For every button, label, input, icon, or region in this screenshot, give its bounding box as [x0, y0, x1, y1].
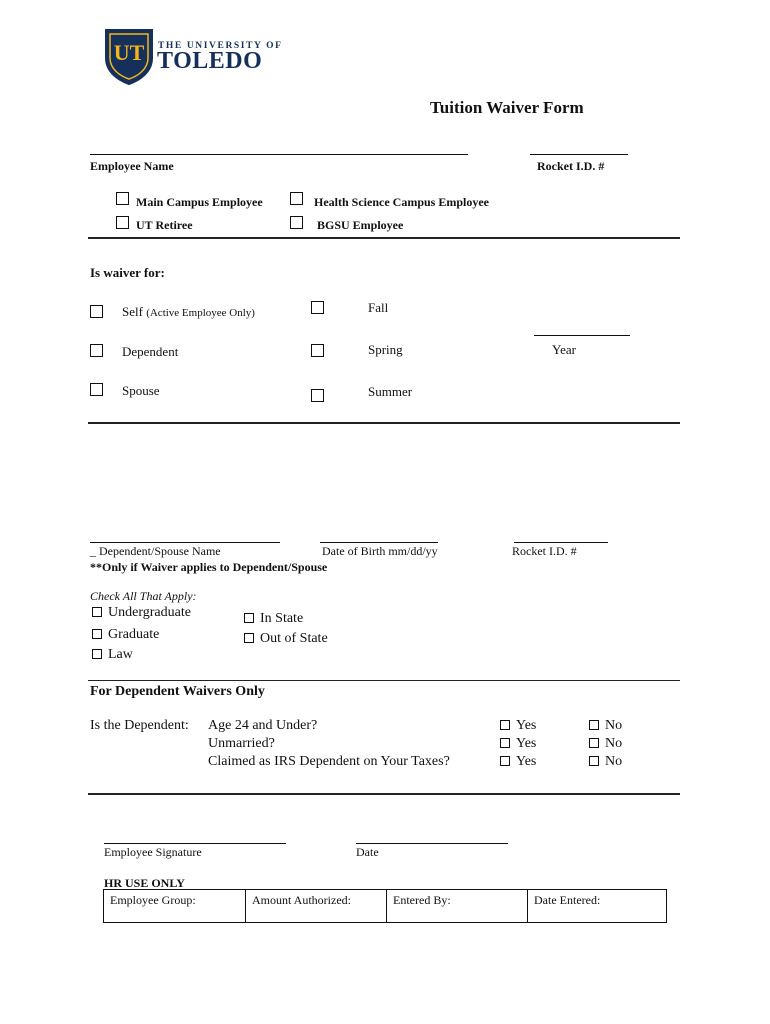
out-of-state-checkbox[interactable] [244, 633, 254, 643]
self-checkbox[interactable] [90, 305, 103, 318]
age-no-checkbox[interactable] [589, 720, 599, 730]
spring-checkbox[interactable] [311, 344, 324, 357]
dependent-checkbox[interactable] [90, 344, 103, 357]
logo-line2: TOLEDO [157, 48, 263, 74]
irs-yes-checkbox[interactable] [500, 756, 510, 766]
out-of-state-label: Out of State [260, 631, 328, 646]
dependent-rocket-id-field[interactable] [514, 542, 608, 543]
in-state-label: In State [260, 611, 304, 626]
graduate-checkbox[interactable] [92, 629, 102, 639]
undergraduate-label: Undergraduate [108, 605, 191, 620]
employee-name-field[interactable] [90, 154, 468, 155]
spouse-checkbox[interactable] [90, 383, 103, 396]
in-state-option[interactable] [244, 611, 303, 627]
employee-signature-field[interactable] [104, 843, 286, 844]
rocket-id-field[interactable] [530, 154, 628, 155]
dependent-label: Dependent [122, 344, 179, 359]
year-field[interactable] [534, 335, 630, 336]
check-all-heading: Check All That Apply: [90, 589, 197, 603]
main-campus-label: Main Campus Employee [136, 195, 263, 209]
dependent-name-field[interactable] [90, 542, 280, 543]
shield-letters: UT [113, 40, 145, 65]
form-title: Tuition Waiver Form [430, 98, 584, 117]
main-campus-checkbox[interactable] [116, 192, 129, 205]
rocket-id-label: Rocket I.D. # [537, 159, 605, 173]
no-label: No [605, 736, 623, 751]
hr-use-heading: HR USE ONLY [104, 876, 185, 890]
unmarried-yes-checkbox[interactable] [500, 738, 510, 748]
out-of-state-option[interactable] [244, 631, 328, 647]
yes-label: Yes [516, 718, 537, 733]
bgsu-checkbox[interactable] [290, 216, 303, 229]
dependent-waivers-heading: For Dependent Waivers Only [90, 684, 265, 699]
section-divider [88, 793, 680, 795]
section-divider [88, 422, 680, 424]
hr-use-table [103, 889, 667, 923]
signature-date-label: Date [356, 845, 379, 859]
employee-group-cell[interactable]: Employee Group: [104, 890, 246, 923]
entered-by-cell[interactable]: Entered By: [387, 890, 528, 923]
undergraduate-option[interactable] [92, 605, 191, 621]
health-science-label: Health Science Campus Employee [314, 195, 489, 209]
bgsu-label: BGSU Employee [317, 218, 404, 232]
self-label [122, 304, 255, 320]
date-entered-cell[interactable]: Date Entered: [528, 890, 667, 923]
graduate-label: Graduate [108, 627, 160, 642]
ut-retiree-checkbox[interactable] [116, 216, 129, 229]
amount-authorized-cell[interactable]: Amount Authorized: [246, 890, 387, 923]
fall-checkbox[interactable] [311, 301, 324, 314]
self-text: Self [122, 304, 143, 319]
law-option[interactable] [92, 647, 133, 663]
irs-no-option[interactable] [589, 754, 622, 770]
summer-checkbox[interactable] [311, 389, 324, 402]
spouse-label: Spouse [122, 383, 160, 398]
section-divider [88, 680, 680, 681]
fall-label: Fall [368, 300, 389, 315]
unmarried-yes-option[interactable] [500, 736, 536, 752]
undergraduate-checkbox[interactable] [92, 607, 102, 617]
summer-label: Summer [368, 384, 413, 399]
health-science-checkbox[interactable] [290, 192, 303, 205]
question-unmarried: Unmarried? [208, 736, 275, 751]
age-yes-option[interactable] [500, 718, 536, 734]
yes-label: Yes [516, 754, 537, 769]
ut-retiree-label: UT Retiree [136, 218, 193, 232]
table-row [104, 890, 667, 923]
unmarried-no-option[interactable] [589, 736, 622, 752]
dependent-name-label: _ Dependent/Spouse Name [90, 544, 221, 558]
waiver-for-heading: Is waiver for: [90, 265, 165, 280]
dependent-rocket-id-label: Rocket I.D. # [512, 544, 577, 558]
self-note: (Active Employee Only) [146, 307, 255, 319]
dependent-note: **Only if Waiver applies to Dependent/Spouse [90, 560, 328, 574]
signature-date-field[interactable] [356, 843, 508, 844]
irs-yes-option[interactable] [500, 754, 536, 770]
spring-label: Spring [368, 342, 403, 357]
dob-field[interactable] [320, 542, 438, 543]
in-state-checkbox[interactable] [244, 613, 254, 623]
employee-name-label: Employee Name [90, 159, 174, 173]
law-label: Law [108, 647, 133, 662]
irs-no-checkbox[interactable] [589, 756, 599, 766]
law-checkbox[interactable] [92, 649, 102, 659]
unmarried-no-checkbox[interactable] [589, 738, 599, 748]
question-age: Age 24 and Under? [208, 718, 318, 733]
question-irs: Claimed as IRS Dependent on Your Taxes? [208, 754, 450, 769]
dependent-lead: Is the Dependent: [90, 718, 189, 733]
yes-label: Yes [516, 736, 537, 751]
age-no-option[interactable] [589, 718, 622, 734]
employee-signature-label: Employee Signature [104, 845, 202, 859]
year-label: Year [552, 342, 576, 357]
section-divider [88, 237, 680, 239]
graduate-option[interactable] [92, 627, 159, 643]
no-label: No [605, 754, 623, 769]
no-label: No [605, 718, 623, 733]
age-yes-checkbox[interactable] [500, 720, 510, 730]
logo-line1: THE UNIVERSITY OF [158, 41, 283, 51]
dob-label: Date of Birth mm/dd/yy [322, 544, 438, 558]
